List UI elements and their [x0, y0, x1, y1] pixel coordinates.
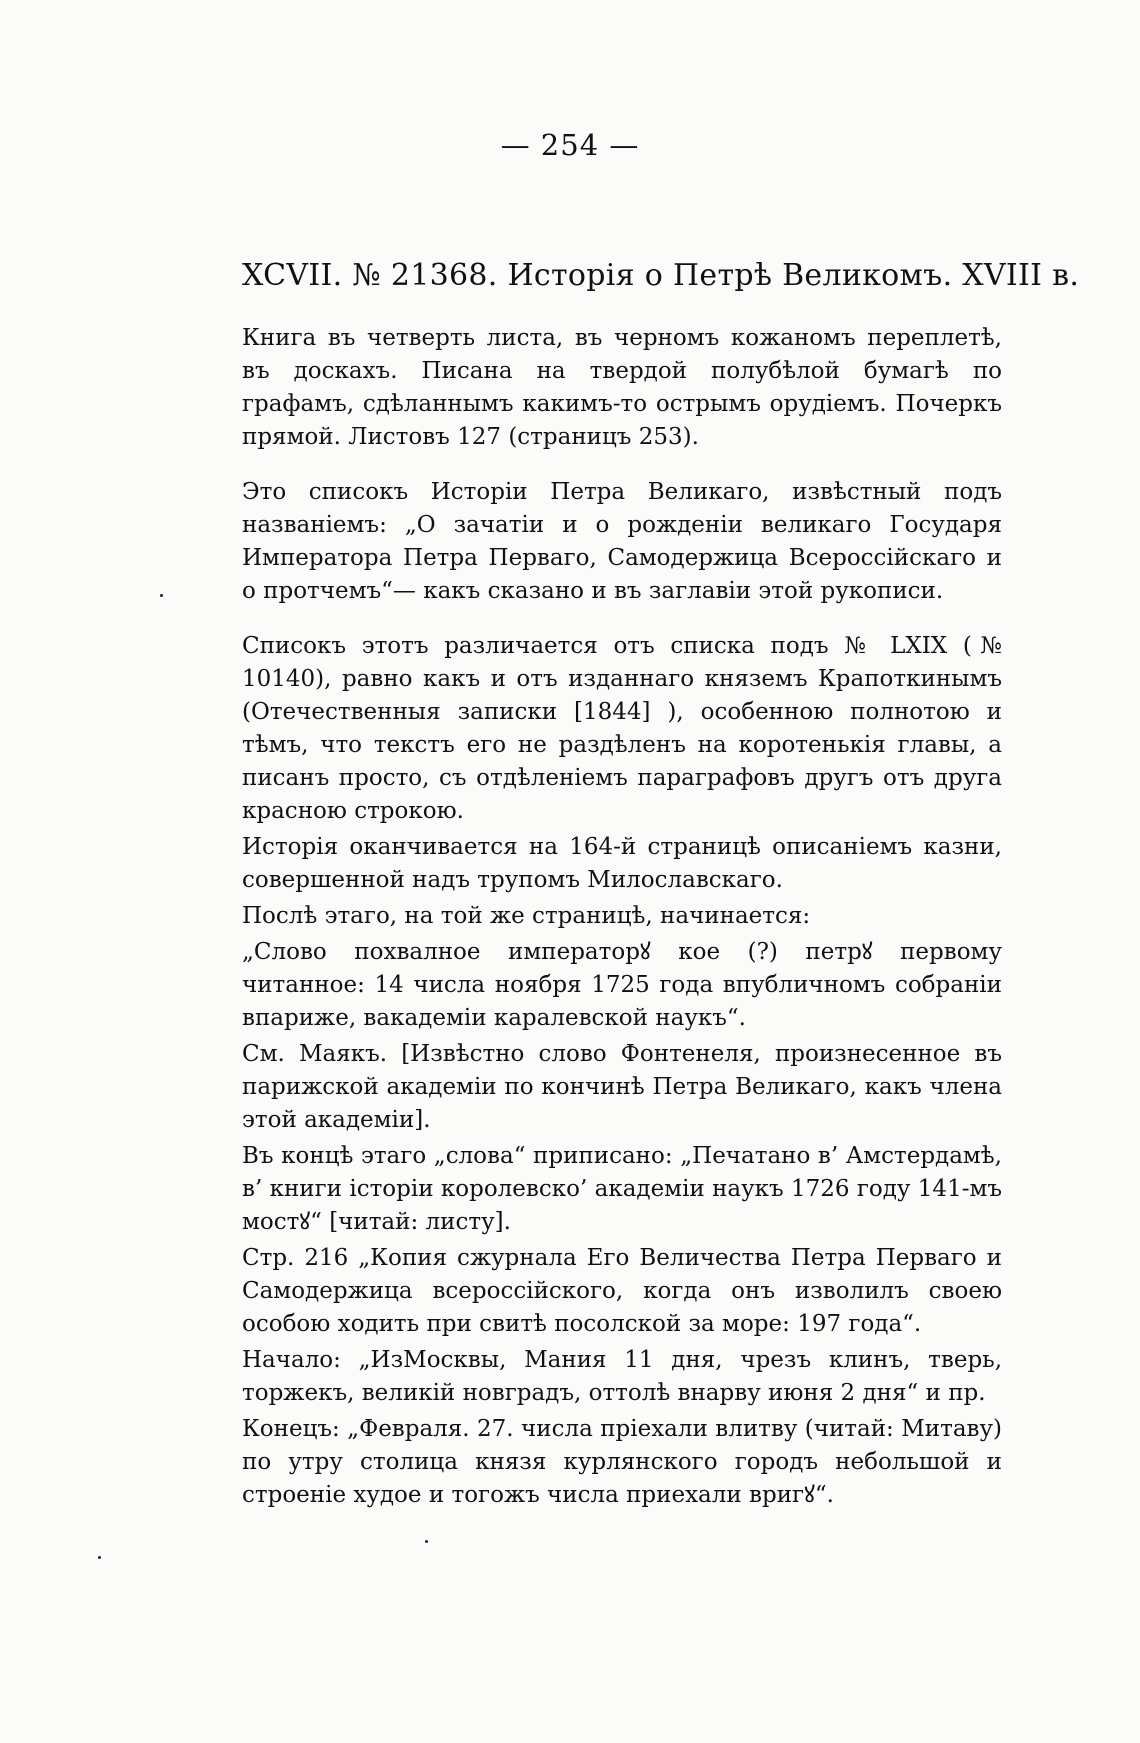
paragraph-comparison: Списокъ этотъ различается отъ списка подъ № LXIX (№ 10140), равно какъ и отъ изданнаго княземъ Крапоткинымъ (Отечественныя записки [1844] ), особенною полнотою и тѣмъ, что текстъ его не раздѣленъ на коротенькія главы, а писанъ просто, съ отдѣленіемъ параграфовъ другъ отъ друга красною строкою. [242, 633, 1002, 824]
text-column [242, 256, 1080, 1515]
paragraph-identification: Это списокъ Исторіи Петра Великаго, извѣстный подъ названіемъ: „О зачатіи и о рожденіи великаго Государя Императора Петра Перваго, Самодержица Всероссійскаго и о протчемъ“— какъ сказано и въ заглавіи этой рукописи. [242, 479, 1002, 604]
paragraph-beginning: Начало: „ИзМосквы, Мания 11 дня, чрезъ клинъ, тверь, торжекъ, великій новградъ, оттолѣ внарву июня 2 дня“ и пр. [242, 1347, 1002, 1406]
paragraph-after: Послѣ этаго, на той же страницѣ, начинается: [242, 903, 811, 929]
page-number: — 254 — [500, 128, 640, 162]
scan-speck [98, 1556, 101, 1559]
paragraph-page-216: Стр. 216 „Копия сжурнала Его Величества Петра Перваго и Самодержица всероссійского, когда онъ изволилъ своею особою ходить при свитѣ посолской за море: 197 года“. [242, 1245, 1002, 1337]
paragraph-ending: Исторія оканчивается на 164-й страницѣ описаніемъ казни, совершенной надъ трупомъ Милославскаго. [242, 834, 1002, 893]
paragraph-reference-mayak: См. Маякъ. [Извѣстно слово Фонтенеля, произнесенное въ парижской академіи по кончинѣ Петра Великаго, какъ члена этой академіи]. [242, 1041, 1002, 1133]
paragraph-quote-slovo: „Слово похвалное императорꙋ кое (?) петрꙋ первому читанное: 14 числа ноября 1725 года впубличномъ собраніи впариже, вакадеміи каралевской наукъ“. [242, 939, 1002, 1031]
scan-speck [160, 594, 163, 597]
paragraph-colophon: Въ концѣ этаго „слова“ приписано: „Печатано в’ Амстердамѣ, в’ книги історіи королевско’ академіи наукъ 1726 году 141-мъ мостꙋ“ [читай: листу]. [242, 1143, 1002, 1235]
entry-heading: XCVII. № 21368. Исторія о Петрѣ Великомъ. XVIII в. [242, 258, 1080, 293]
paragraph-end: Конецъ: „Февраля. 27. числа пріехали влитву (читай: Митаву) по утру столица князя курлянского городъ небольшой и строеніе худое и тогожъ числа приехали вригꙋ“. [242, 1416, 1002, 1508]
scan-speck [425, 1540, 428, 1543]
paragraph-description: Книга въ четверть листа, въ черномъ кожаномъ переплетѣ, въ доскахъ. Писана на твердой полубѣлой бумагѣ по графамъ, сдѣланнымъ какимъ-то острымъ орудіемъ. Почеркъ прямой. Листовъ 127 (страницъ 253). [242, 325, 1002, 450]
